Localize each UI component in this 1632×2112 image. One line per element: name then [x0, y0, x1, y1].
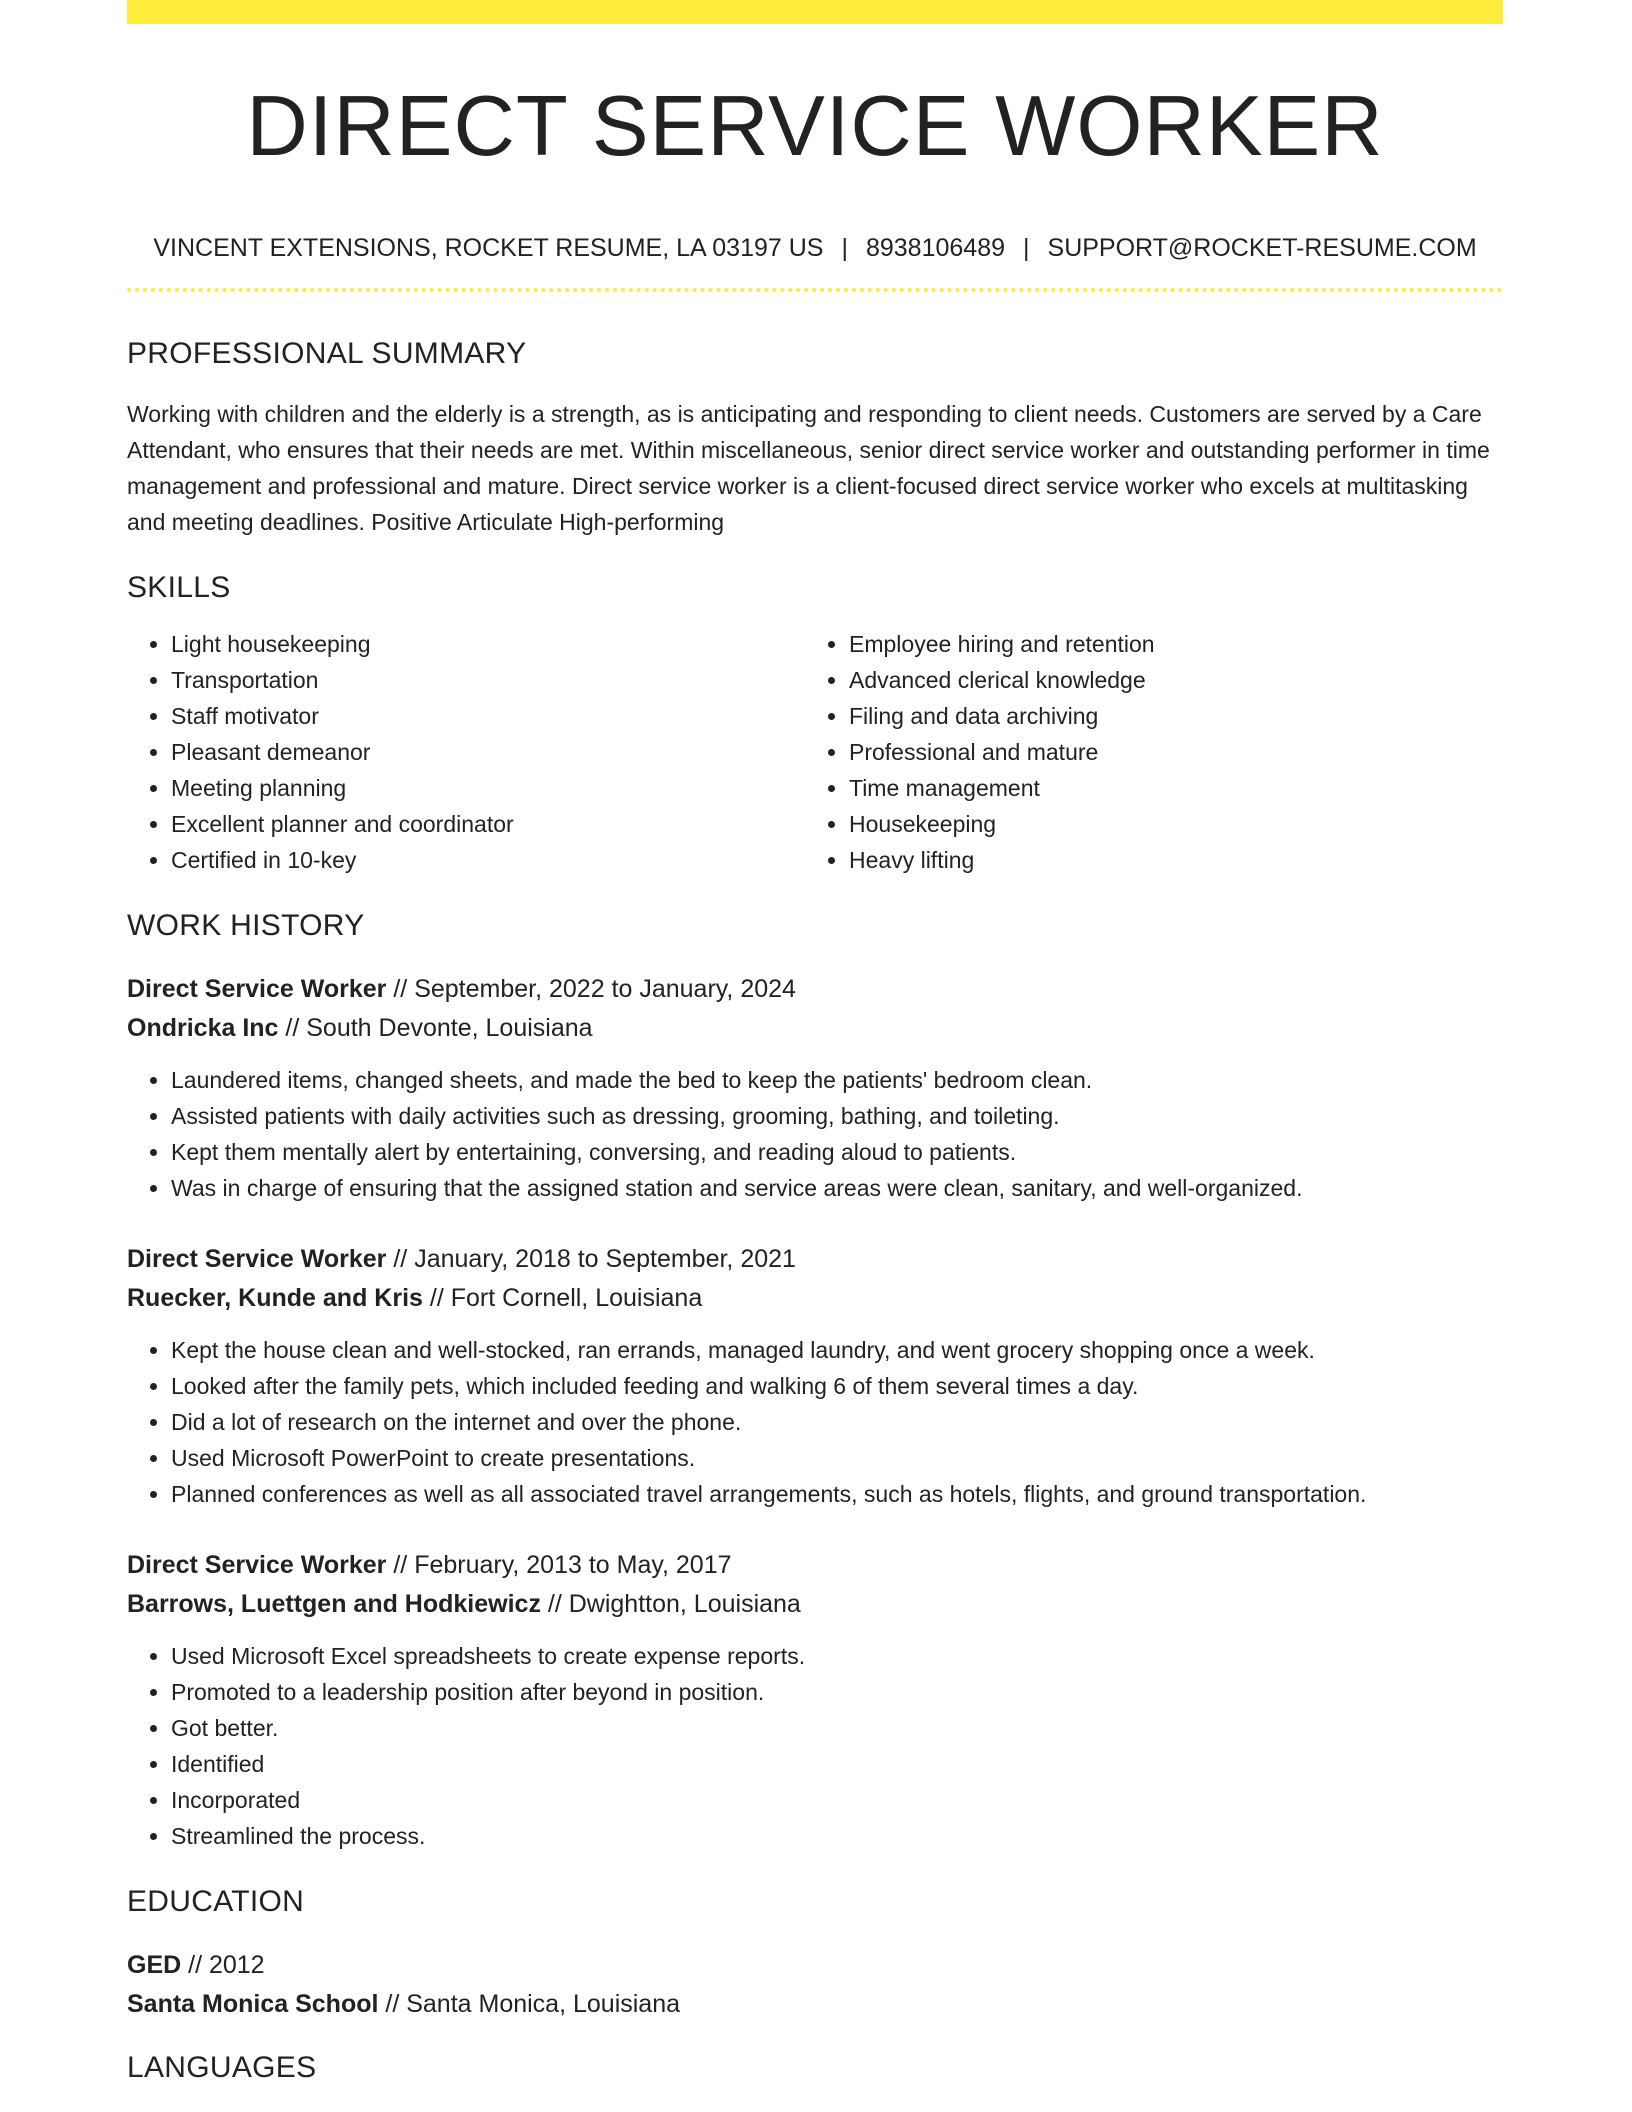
job-bullet: • Did a lot of research on the internet and over the phone.	[171, 1404, 1503, 1440]
job-company: Barrows, Luettgen and Hodkiewicz	[127, 1590, 541, 1618]
job-role-line	[127, 1240, 1503, 1279]
job-bullet: • Identified	[171, 1746, 1503, 1782]
job-location: // Dwightton, Louisiana	[540, 1590, 801, 1618]
skill-item: • Excellent planner and coordinator	[171, 806, 805, 842]
skill-item: • Staff motivator	[171, 698, 805, 734]
job-company-line	[127, 1009, 1503, 1048]
job-role: Direct Service Worker	[127, 975, 387, 1003]
skill-item: • Transportation	[171, 662, 805, 698]
languages-heading: LANGUAGES	[127, 2051, 317, 2084]
job-bullet: • Kept them mentally alert by entertaining, conversing, and reading aloud to patients.	[171, 1134, 1503, 1170]
candidate-title: DIRECT SERVICE WORKER	[246, 79, 1384, 174]
job-entry	[127, 1240, 1503, 1512]
skill-item: • Time management	[849, 770, 1483, 806]
job-location: // Fort Cornell, Louisiana	[422, 1284, 703, 1312]
education-degree: GED	[127, 1951, 182, 1979]
contact-separator: |	[1023, 234, 1030, 262]
skill-item: • Heavy lifting	[849, 842, 1483, 878]
contact-phone: 8938106489	[865, 234, 1006, 262]
job-dates: // January, 2018 to September, 2021	[386, 1245, 796, 1273]
job-bullet: • Assisted patients with daily activities such as dressing, grooming, bathing, and toileting.	[171, 1098, 1503, 1134]
resume-content	[127, 0, 1503, 2086]
job-company-line	[127, 1585, 1503, 1624]
job-bullet: • Kept the house clean and well-stocked, ran errands, managed laundry, and went grocery shopping once a week.	[171, 1332, 1503, 1368]
skill-item: • Filing and data archiving	[849, 698, 1483, 734]
job-role: Direct Service Worker	[127, 1551, 387, 1579]
job-bullet: • Incorporated	[171, 1782, 1503, 1818]
education-school: Santa Monica School	[127, 1990, 379, 2018]
contact-address: VINCENT EXTENSIONS, ROCKET RESUME, LA 03197 US	[153, 234, 824, 262]
contact-email: SUPPORT@ROCKET-RESUME.COM	[1047, 234, 1477, 262]
job-bullet: • Looked after the family pets, which included feeding and walking 6 of them several times a day.	[171, 1368, 1503, 1404]
education-degree-line	[127, 1946, 1503, 1985]
skill-item: • Certified in 10-key	[171, 842, 805, 878]
job-company: Ruecker, Kunde and Kris	[127, 1284, 423, 1312]
job-bullet: • Used Microsoft PowerPoint to create presentations.	[171, 1440, 1503, 1476]
summary-heading: PROFESSIONAL SUMMARY	[127, 337, 527, 370]
skill-item: • Housekeeping	[849, 806, 1483, 842]
skill-item: • Pleasant demeanor	[171, 734, 805, 770]
job-bullets	[127, 1062, 1503, 1206]
job-bullet: • Got better.	[171, 1710, 1503, 1746]
job-role-line	[127, 970, 1503, 1009]
job-bullets	[127, 1332, 1503, 1512]
skill-item: • Meeting planning	[171, 770, 805, 806]
job-dates: // September, 2022 to January, 2024	[386, 975, 796, 1003]
education-heading: EDUCATION	[127, 1885, 305, 1918]
skill-item: • Light housekeeping	[171, 626, 805, 662]
job-bullet: • Used Microsoft Excel spreadsheets to create expense reports.	[171, 1638, 1503, 1674]
job-entry	[127, 1546, 1503, 1854]
skill-item: • Employee hiring and retention	[849, 626, 1483, 662]
contact-separator: |	[841, 234, 848, 262]
skill-item: • Professional and mature	[849, 734, 1483, 770]
job-role-line	[127, 1546, 1503, 1585]
work-history-heading: WORK HISTORY	[127, 909, 365, 942]
job-bullet: • Planned conferences as well as all associated travel arrangements, such as hotels, flights, and ground transportation.	[171, 1476, 1503, 1512]
education-school-line	[127, 1985, 1503, 2024]
job-bullet: • Streamlined the process.	[171, 1818, 1503, 1854]
dotted-divider	[127, 288, 1503, 292]
skills-heading: SKILLS	[127, 571, 231, 604]
skill-item: • Advanced clerical knowledge	[849, 662, 1483, 698]
summary-text: Working with children and the elderly is a strength, as is anticipating and responding to client needs. Customers are served by a Care Attendant, who ensures that their needs are met. Within miscellaneous, senior direct service worker and outstanding performer in time management and professional and mature. Direct service worker is a client-focused direct service worker who excels at multitasking and meeting deadlines. Positive Articulate High-performing	[127, 401, 1490, 535]
job-bullet: • Was in charge of ensuring that the assigned station and service areas were clean, sanitary, and well-organized.	[171, 1170, 1503, 1206]
job-bullets	[127, 1638, 1503, 1854]
education-entry	[127, 1946, 1503, 2024]
job-bullet: • Promoted to a leadership position after beyond in position.	[171, 1674, 1503, 1710]
job-company-line	[127, 1279, 1503, 1318]
job-location: // South Devonte, Louisiana	[278, 1014, 593, 1042]
skills-columns	[127, 626, 1503, 878]
skills-list-right	[805, 626, 1483, 878]
skills-list-left	[127, 626, 805, 878]
job-dates: // February, 2013 to May, 2017	[386, 1551, 732, 1579]
job-company: Ondricka Inc	[127, 1014, 279, 1042]
contact-line	[127, 232, 1503, 264]
education-location: // Santa Monica, Louisiana	[378, 1990, 681, 2018]
job-bullet: • Laundered items, changed sheets, and made the bed to keep the patients' bedroom clean.	[171, 1062, 1503, 1098]
job-entry	[127, 970, 1503, 1206]
education-year: // 2012	[181, 1951, 265, 1979]
job-role: Direct Service Worker	[127, 1245, 387, 1273]
